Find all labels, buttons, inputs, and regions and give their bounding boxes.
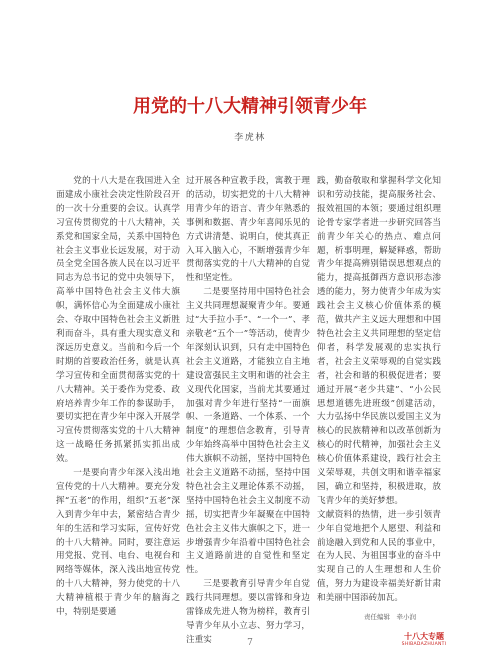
paragraph: 一是要向青少年深入浅出地宣传党的十八大精神。要充分发挥“五老”的作用，组织“五老”深入到青少年中去，紧密结合青少年的生活和学习实际，宣传好党的十八大精神。同时，要注意运用党报、党刊、电台、电视台和网络等媒体，深入浅出地宣传党的十八大精神，努力使党的十八大精神植根于青少年的脑海之中，特别是要通 (56, 468, 180, 618)
article-title: 用党的十八大精神引领青少年 (133, 96, 367, 117)
paragraph-continued: 践，勤奋敬取和掌握科学文化知识和劳动技能，提高服务社会、报效祖国的本领；要通过组织理论骨专家学者进一步研究回答当前青少年关心的热点、难点问题，析事明理，解疑释惑，帮助青少年提高辨别错误思想观点的能力，提高抵御西方意识形态渗透的能力，努力使青少年成为实践社会主义核心价值体系的模范，做共产主义远大理想和中国特色社会主义共同理想的坚定信仰者，科学发展观的忠实执行者，社会主义荣辱观的自觉实践者，社会和谐的积极促进者；要通过开展“老少共建”、“小公民思想道德先进班级”创建活动，大力弘扬中华民族以爱国主义为核心的民族精神和以改革创新为核心的时代精神，加强社会主义核心价值体系建设，践行社会主义荣辱观，共创文明和谐幸福家园，确立和坚持，积极进取，放飞青少年的美好梦想。 (317, 176, 441, 506)
paragraph-continued: 文献资料的热情，进一步引领青少年自觉地把个人愿望、利益和前途融入到党和人民的事业中，在为人民、为祖国事业的奋斗中实现自己的人生理想和人生价值，努力为建设幸福美好新甘肃和美丽中国添砖加瓦。 (317, 509, 441, 604)
section-brand-title: 十八大专题 (404, 632, 444, 641)
section-brand (394, 632, 454, 648)
paragraph-continued: 过开展各种宣教手段，寓教于理的活动，切实把党的十八大精神用青少年的语言、青少年熟悉的事例和数据、青少年喜闻乐见的方式讲清楚、说明白，使其真正入耳入脑入心，不断增强青少年贯彻落实党的十八大精神的自觉性和坚定性。 (186, 176, 310, 284)
body-column-1 (56, 175, 180, 620)
body-column-2 (186, 175, 310, 645)
paragraph: 二是要坚持用中国特色社会主义共同理想凝聚青少年。要通过“大手拉小手”、“一个一”、孝亲敬老“五个一”等活动，使青少年深刻认识到，只有走中国特色社会主义道路，才能独立自主地建设富强民主文明和谐的社会主义现代化国家，当前尤其要通过加强对青少年进行坚持“一面旗帜、一条道路、一个体系、一个制度”的理想信念教育，引导青少年始终高举中国特色社会主义伟大旗帜不动摇，坚持中国特色社会主义道路不动摇，坚持中国特色社会主义理论体系不动摇，坚持中国特色社会主义制度不动摇，切实把青少年凝聚在中国特色社会主义伟大旗帜之下，进一步增强青少年沿着中国特色社会主义道路前进的自觉性和坚定性。 (186, 287, 310, 576)
editor-credit: 责任编辑 牵小润 (364, 613, 416, 621)
body-column-3 (317, 175, 441, 606)
section-brand-pinyin: SHIBADAZHUANTI (401, 642, 447, 647)
article-author: 李虎林 (234, 133, 266, 143)
paragraph: 三是要教育引导青少年自觉践行共同理想。要以雷锋和身边雷锋成先进人物为榜样，教育引导青少年从小立志、努力学习，注重实 (186, 579, 310, 645)
page-number: 7 (247, 638, 253, 648)
paragraph: 党的十八大是在我国进入全面建成小康社会决定性阶段召开的一次十分重要的会议。认真学习宣传贯彻党的十八大精神，关系党和国家全局，关系中国特色社会主义事业长远发展，对于动员全党全国各族人民在以习近平同志为总书记的党中央领导下，高举中国特色社会主义伟大旗帜，满怀信心为全面建成小康社会、夺取中国特色社会主义新胜利而奋斗，具有重大现实意义和深远历史意义。当前和今后一个时期的首要政治任务，就是认真学习宣传和全面贯彻落实党的十八大精神。关于委作为党委、政府培养青少年工作的参谋助手，要切实把在青少年中深入开展学习宣传贯彻落实党的十八大精神这一战略任务抓紧抓实抓出成效。 (56, 176, 180, 465)
